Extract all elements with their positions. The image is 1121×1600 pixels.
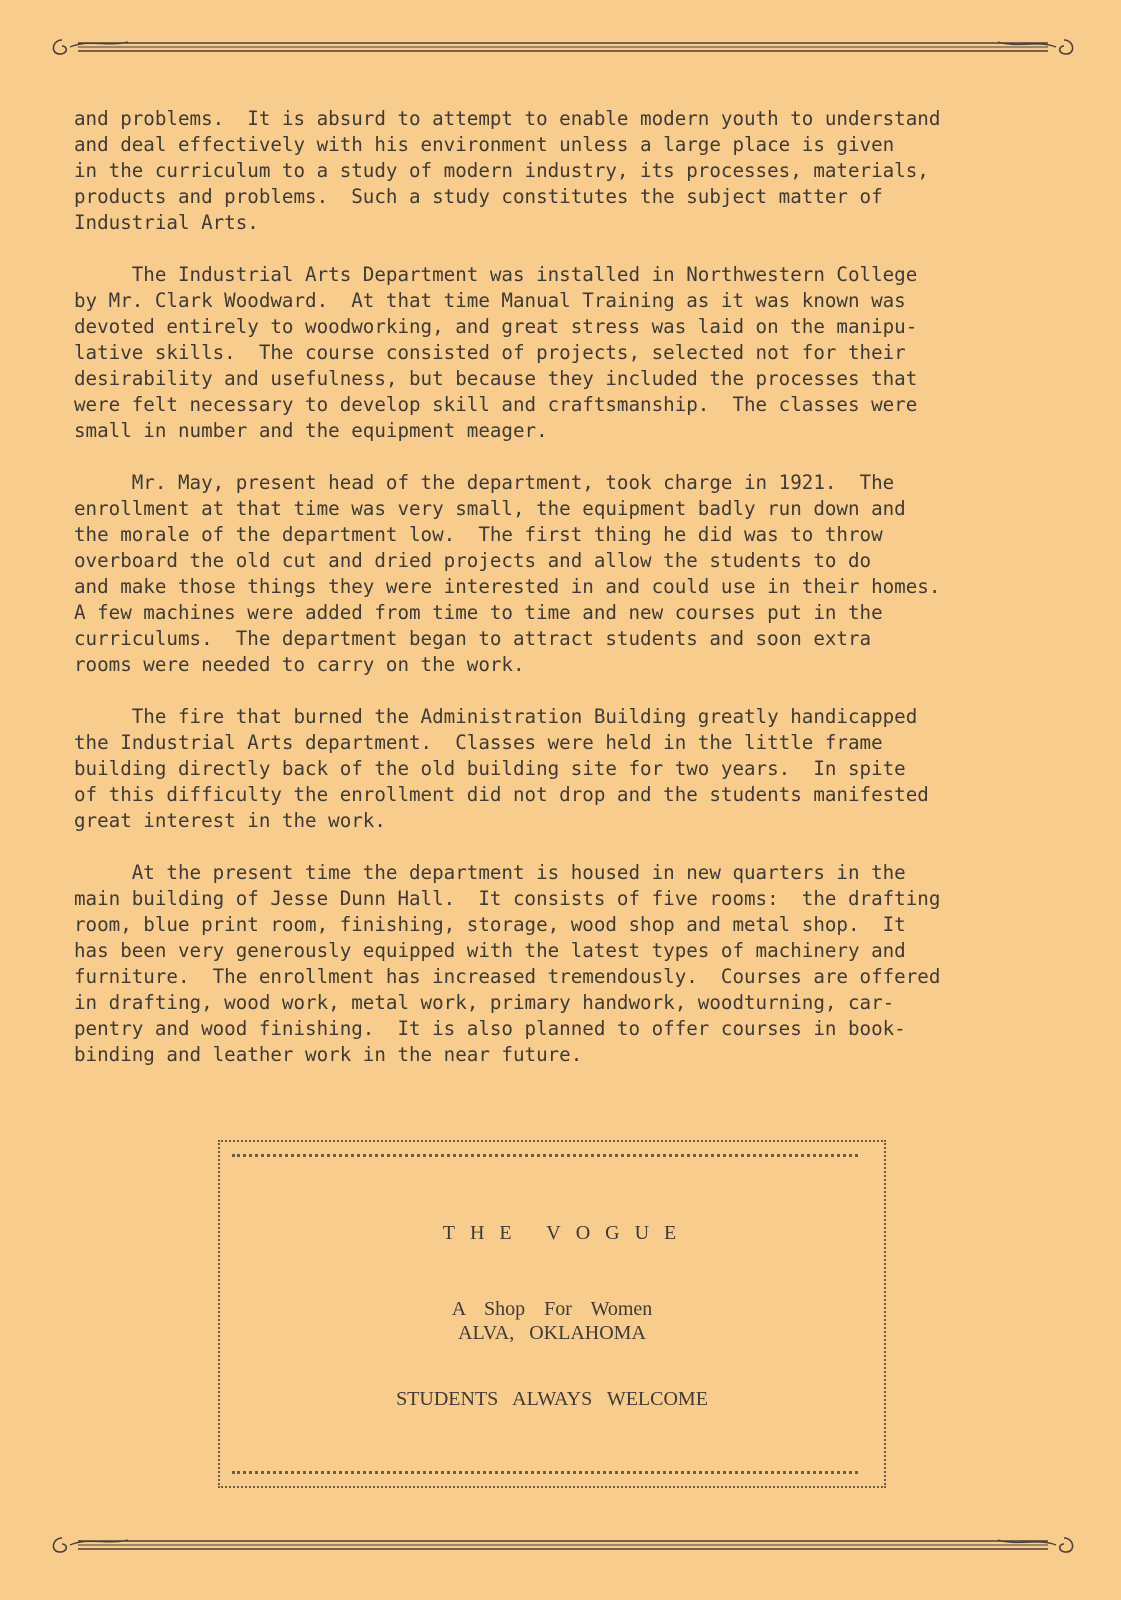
ad-welcome: STUDENTS ALWAYS WELCOME (396, 1388, 708, 1410)
bottom-decorative-rule (48, 1534, 1078, 1556)
ad-title: THE VOGUE (442, 1222, 692, 1244)
paragraph-2: The Industrial Arts Department was installed in Northwestern College by Mr. Clark Woodward. At that time Manual Training as it was known was devoted entirely to woodworking, and great stress was laid on the manipu- lative skills. The course consisted of projects, selected not for their desirability and usefulness, but because they included the processes that were felt necessary to develop skill and craftsmanship. The classes were small in number and the equipment meager. (74, 263, 918, 442)
vogue-advertisement (218, 1140, 886, 1488)
paragraph-4: The fire that burned the Administration Building greatly handicapped the Industrial Arts department. Classes were held in the little frame building directly back of the old building site for two years. In spite of this difficulty the enrollment did not drop and the students manifested great interest in the work. (74, 705, 929, 832)
ad-tagline: A Shop For Women (451, 1298, 653, 1320)
article-body (74, 106, 1074, 1094)
paragraph-5: At the present time the department is housed in new quarters in the main building of Jesse Dunn Hall. It consists of five rooms: the drafting room, blue print room, finishing, storage, wood shop and metal shop. It has been very generously equipped with the latest types of machinery and furniture. The enrollment has increased tremendously. Courses are offered in drafting, wood work, metal work, primary handwork, woodturning, car- pentry and wood finishing. It is also planned to offer courses in book- binding and leather work in the near future. (74, 861, 941, 1066)
ad-location: ALVA, OKLAHOMA (458, 1322, 646, 1344)
paragraph-1: and problems. It is absurd to attempt to enable modern youth to understand and deal effectively with his environment unless a large place is given in the curriculum to a study of modern industry, its processes, materials, products and problems. Such a study constitutes the subject matter of Industrial Arts. (74, 107, 941, 234)
top-decorative-rule (48, 36, 1078, 58)
paragraph-3: Mr. May, present head of the department, took charge in 1921. The enrollment at that time was very small, the equipment badly run down and the morale of the department low. The first thing he did was to throw overboard the old cut and dried projects and allow the students to do and make those things they were interested in and could use in their homes. A few machines were added from time to time and new courses put in the curriculums. The department began to attract students and soon extra rooms were needed to carry on the work. (74, 471, 941, 676)
